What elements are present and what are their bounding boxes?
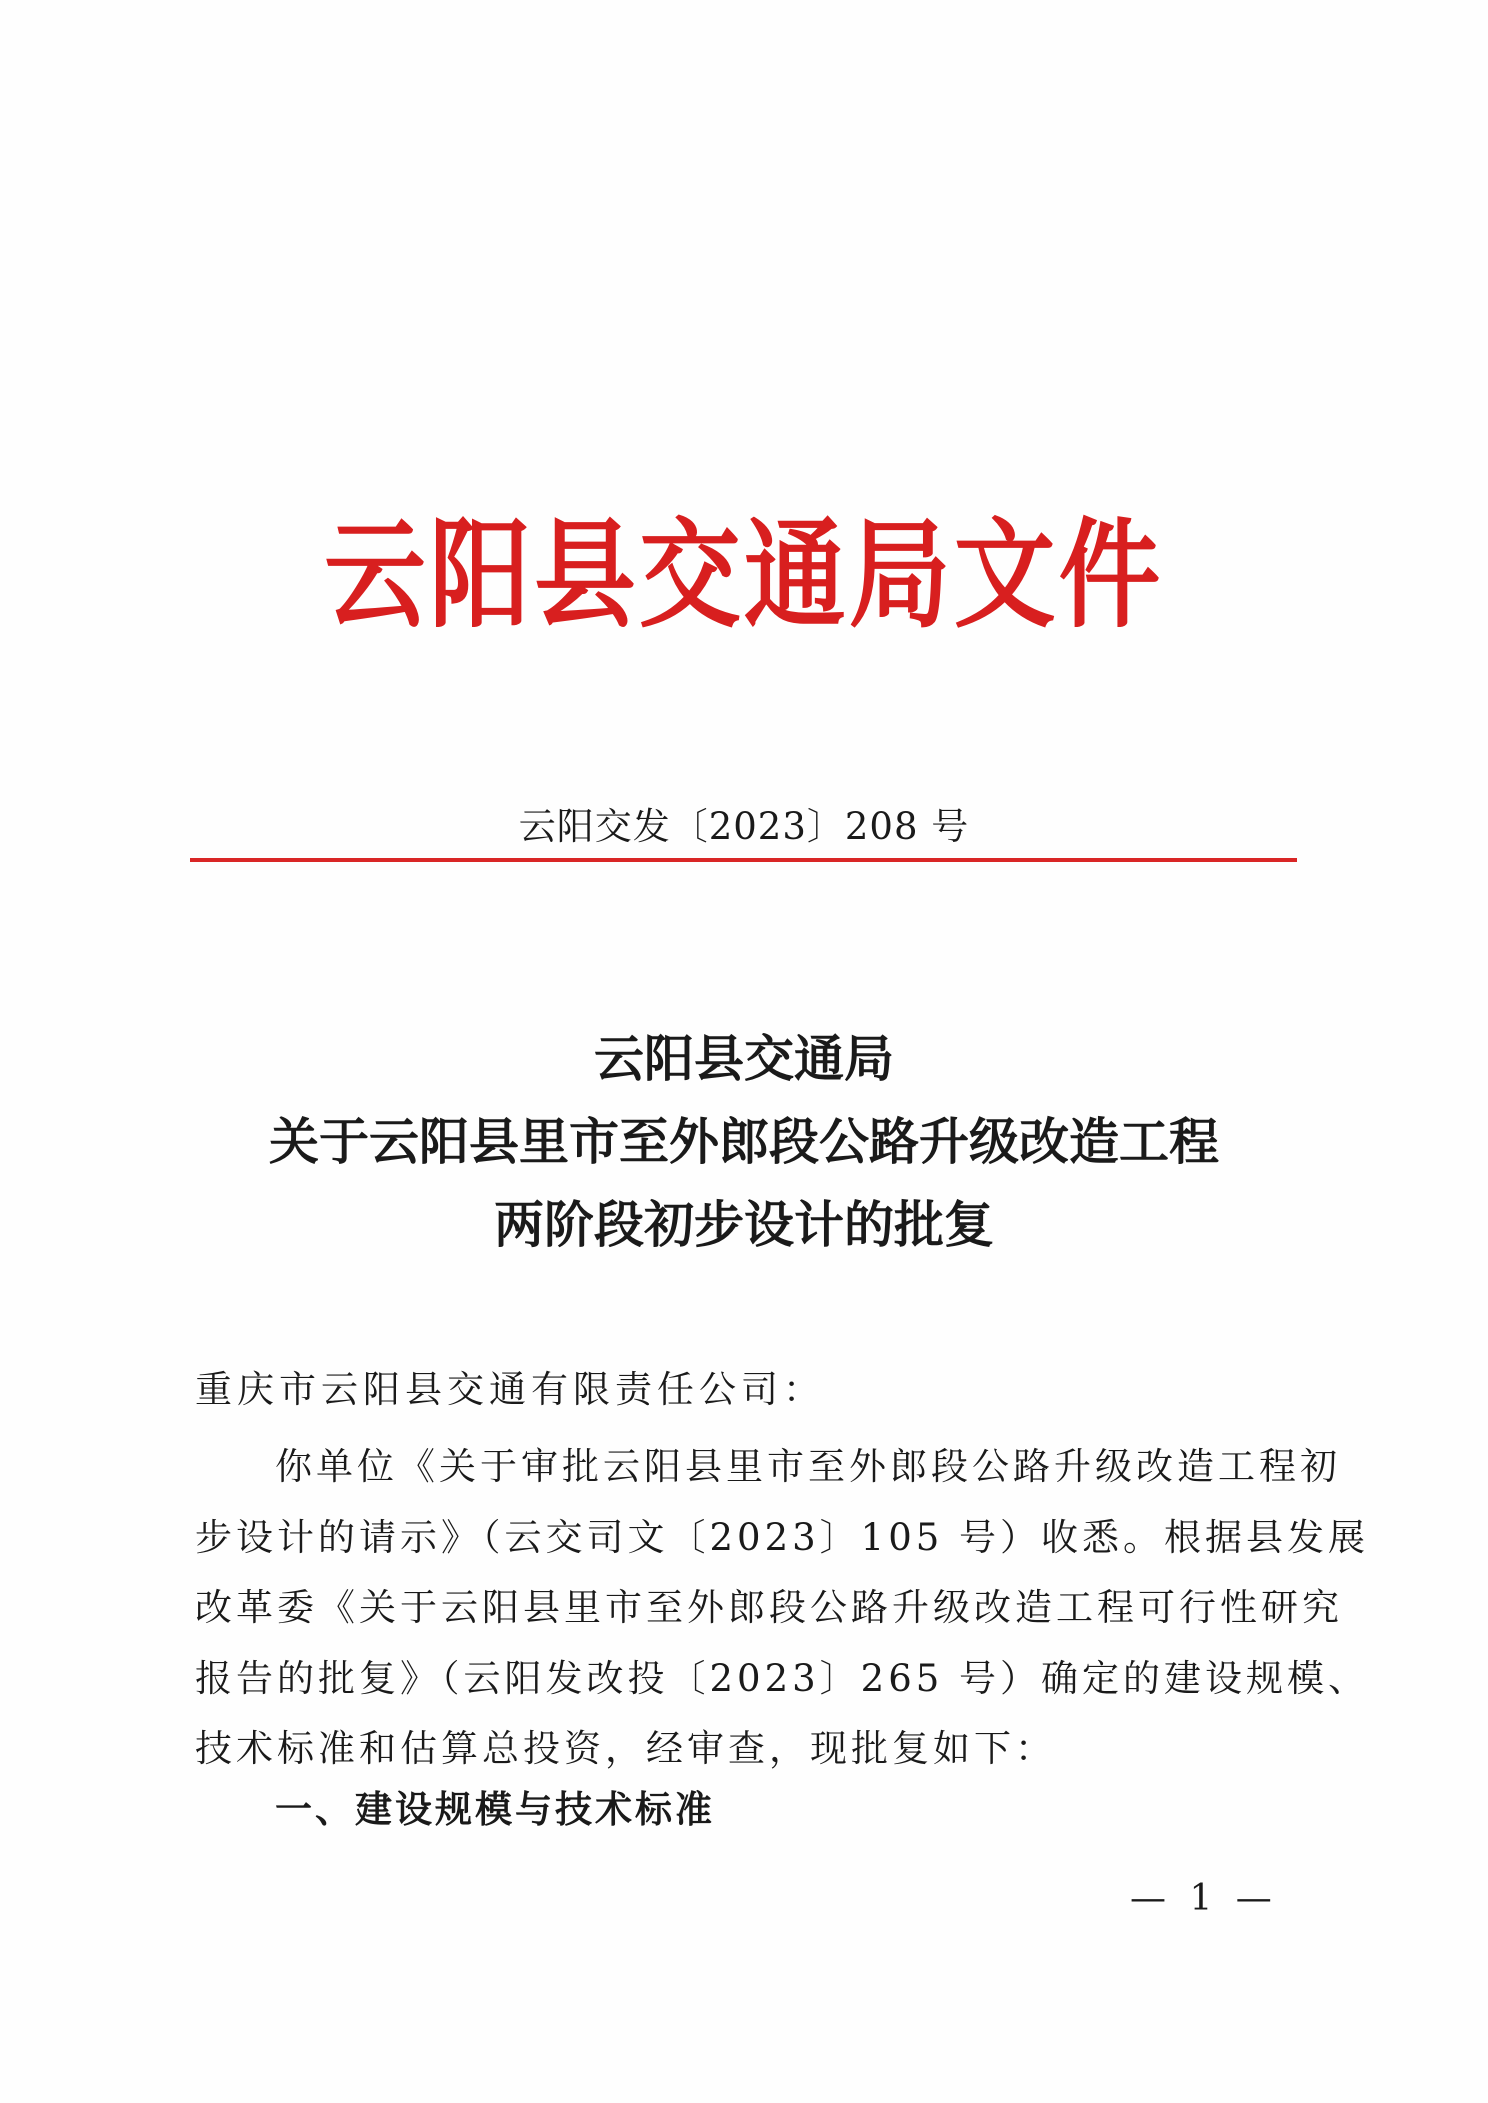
title-line-issuer: 云阳县交通局 — [594, 1030, 894, 1088]
document-number: 云阳交发〔2023〕208 号 — [518, 805, 970, 848]
body-line: 改革委《关于云阳县里市至外郎段公路升级改造工程可行性研究 — [195, 1586, 1343, 1629]
title-line-subject: 关于云阳县里市至外郎段公路升级改造工程 — [269, 1113, 1219, 1171]
document-title — [0, 1018, 1488, 1267]
page-number: — 1 — — [1130, 1878, 1278, 1919]
title-line-type: 两阶段初步设计的批复 — [494, 1196, 994, 1254]
body-paragraph — [195, 1432, 1370, 1785]
masthead-title: 云阳县交通局文件 — [324, 505, 1164, 644]
body-line: 报告的批复》（云阳发改投〔2023〕265 号）确定的建设规模、 — [195, 1656, 1370, 1700]
red-divider-rule — [190, 858, 1297, 862]
addressee: 重庆市云阳县交通有限责任公司： — [195, 1368, 825, 1411]
section-heading: 一、建设规模与技术标准 — [275, 1788, 715, 1831]
body-line: 步设计的请示》（云交司文〔2023〕105 号）收悉。根据县发展 — [195, 1515, 1370, 1559]
body-line: 你单位《关于审批云阳县里市至外郎段公路升级改造工程初 — [275, 1445, 1341, 1488]
body-line: 技术标准和估算总投资，经审查，现批复如下： — [195, 1727, 1056, 1770]
